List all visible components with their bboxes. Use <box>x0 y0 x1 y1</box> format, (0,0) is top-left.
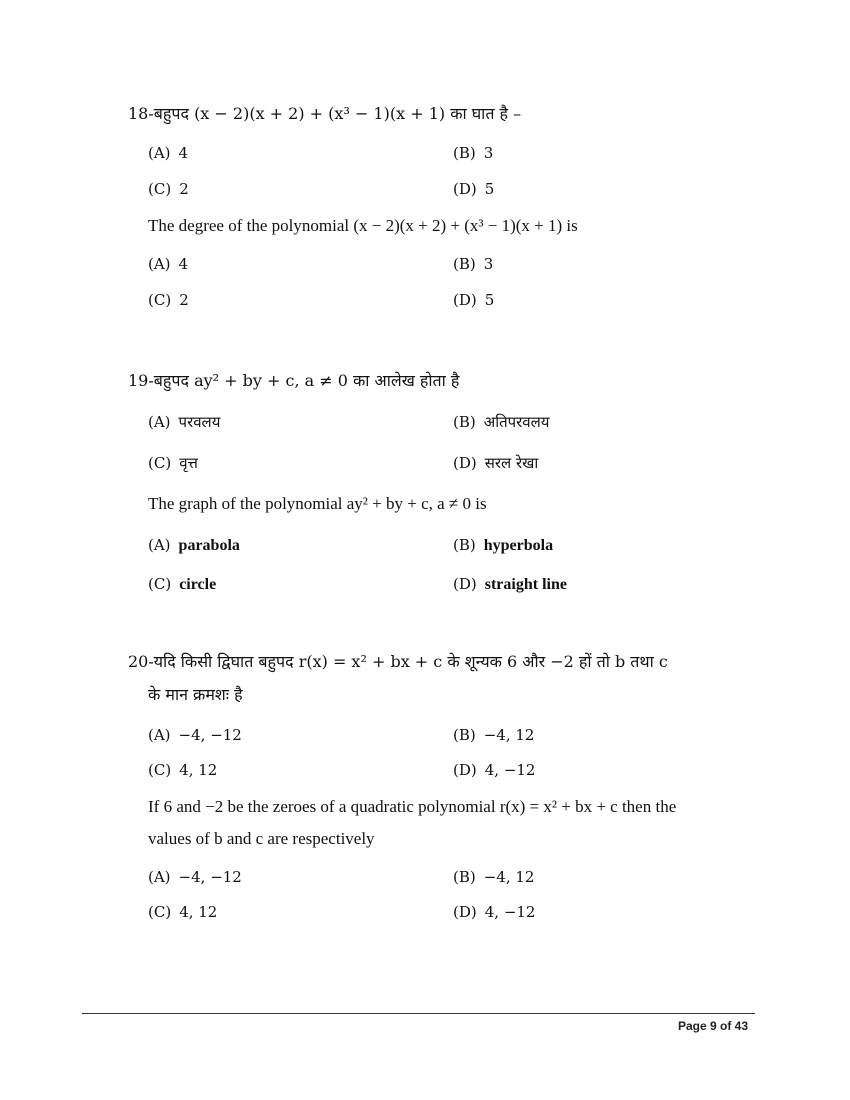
question-20-hindi-stem-line1 <box>128 651 668 673</box>
footer-divider <box>82 1013 755 1014</box>
q18-en-option-c <box>148 289 189 311</box>
q19-hi-option-c <box>148 452 198 474</box>
question-20-hindi-stem-line2: के मान क्रमशः है <box>148 685 243 704</box>
q20-hi-option-d <box>453 759 535 781</box>
option-text: straight line <box>484 576 567 593</box>
option-label: (A) <box>148 868 171 886</box>
q18-en-option-a <box>148 253 188 275</box>
option-text: −4, 12 <box>483 868 535 886</box>
option-label: (D) <box>453 575 477 593</box>
option-label: (D) <box>453 180 477 198</box>
q19-en-option-b <box>453 534 553 557</box>
option-text: 4, −12 <box>484 903 536 921</box>
question-text: बहुपद ay² + by + c, a ≠ 0 का आलेख होता है <box>153 371 460 390</box>
option-text: 4, 12 <box>179 761 218 779</box>
option-label: (B) <box>453 536 476 554</box>
q19-hi-option-b <box>453 411 550 433</box>
q18-en-option-d <box>453 289 494 311</box>
option-text: 4, 12 <box>179 903 218 921</box>
q20-hi-option-b <box>453 724 534 746</box>
option-label: (B) <box>453 255 476 273</box>
option-text: 2 <box>179 291 189 309</box>
option-text: 3 <box>483 144 494 162</box>
q19-en-option-a <box>148 534 240 557</box>
q20-hi-option-c <box>148 759 217 781</box>
option-text: अतिपरवलय <box>483 413 550 431</box>
question-text: बहुपद (x − 2)(x + 2) + (x³ − 1)(x + 1) का घात है – <box>153 104 522 123</box>
option-text: 5 <box>484 291 495 309</box>
option-text: 3 <box>483 255 494 273</box>
option-text: परवलय <box>178 413 221 431</box>
option-text: −4, −12 <box>178 868 242 886</box>
page-number: Page 9 of 43 <box>677 1019 748 1033</box>
option-label: (C) <box>148 761 172 779</box>
option-text: parabola <box>178 537 240 554</box>
option-label: (A) <box>148 413 171 431</box>
option-text: hyperbola <box>483 537 554 554</box>
q20-hi-option-a <box>148 724 242 746</box>
question-20-english-stem-line1: If 6 and −2 be the zeroes of a quadratic polynomial r(x) = x² + bx + c then the <box>148 797 677 816</box>
option-label: (A) <box>148 536 171 554</box>
option-label: (A) <box>148 726 171 744</box>
q19-en-option-d <box>453 573 567 596</box>
option-label: (C) <box>148 180 172 198</box>
option-label: (D) <box>453 761 477 779</box>
option-label: (B) <box>453 726 476 744</box>
option-text: −4, 12 <box>483 726 535 744</box>
option-label: (D) <box>453 291 477 309</box>
q19-hi-option-a <box>148 411 220 433</box>
question-19-hindi-stem <box>128 370 459 392</box>
question-19-english-stem: The graph of the polynomial ay² + by + c, a ≠ 0 is <box>148 494 487 513</box>
option-text: 4, −12 <box>484 761 536 779</box>
q19-en-option-c <box>148 573 216 596</box>
option-label: (B) <box>453 413 476 431</box>
option-label: (B) <box>453 144 476 162</box>
option-label: (C) <box>148 903 172 921</box>
q18-hi-option-a <box>148 142 188 164</box>
option-text: circle <box>179 576 217 593</box>
question-number: 18- <box>128 104 154 123</box>
q18-hi-option-c <box>148 178 189 200</box>
option-text: वृत्त <box>179 454 198 472</box>
option-label: (C) <box>148 454 172 472</box>
option-text: 4 <box>178 255 189 273</box>
q20-en-option-d <box>453 901 535 923</box>
option-label: (D) <box>453 454 477 472</box>
option-text: सरल रेखा <box>484 454 539 472</box>
option-label: (B) <box>453 868 476 886</box>
option-text: 4 <box>178 144 189 162</box>
q19-hi-option-d <box>453 452 538 474</box>
q18-hi-option-b <box>453 142 493 164</box>
q20-en-option-b <box>453 866 534 888</box>
question-number: 20- <box>128 652 154 671</box>
option-label: (A) <box>148 144 171 162</box>
q18-en-option-b <box>453 253 493 275</box>
question-18-hindi-stem <box>128 103 521 125</box>
option-label: (C) <box>148 575 172 593</box>
option-label: (A) <box>148 255 171 273</box>
option-label: (C) <box>148 291 172 309</box>
question-20-english-stem-line2: values of b and c are respectively <box>148 829 375 848</box>
q20-en-option-c <box>148 901 217 923</box>
question-18-english-stem: The degree of the polynomial (x − 2)(x + 2) + (x³ − 1)(x + 1) is <box>148 216 578 235</box>
question-text: यदि किसी द्विघात बहुपद r(x) = x² + bx + c के शून्यक 6 और −2 हों तो b तथा c <box>153 652 668 671</box>
option-text: 5 <box>484 180 495 198</box>
q20-en-option-a <box>148 866 242 888</box>
option-text: −4, −12 <box>178 726 242 744</box>
q18-hi-option-d <box>453 178 494 200</box>
option-text: 2 <box>179 180 189 198</box>
question-number: 19- <box>128 371 154 390</box>
option-label: (D) <box>453 903 477 921</box>
